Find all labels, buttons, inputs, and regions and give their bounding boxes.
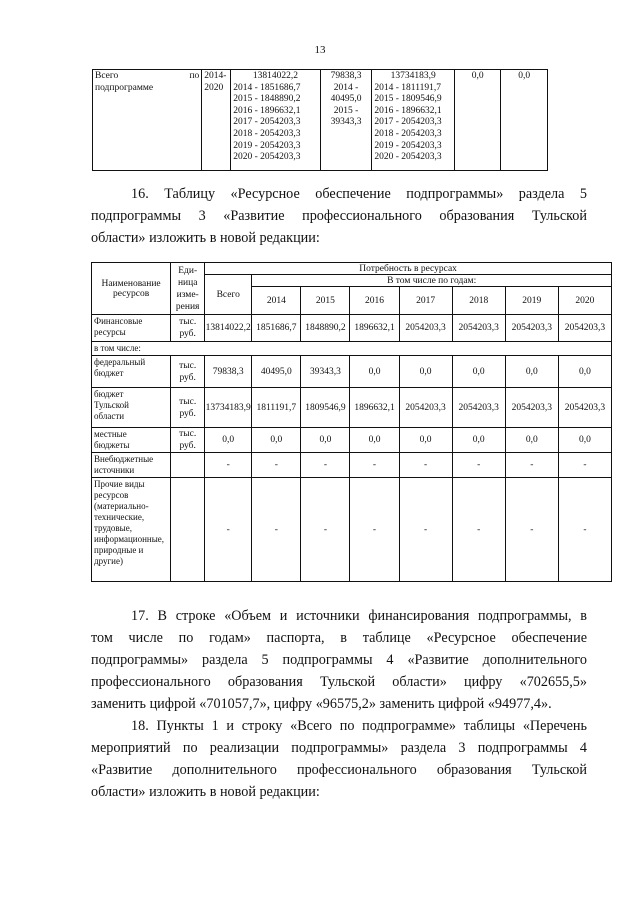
row-unit [171,478,205,582]
row-value: 0,0 [301,428,350,453]
row-name: Прочие виды ресурсов (материально- технические, трудовые, информационные, природные и другие) [92,478,171,582]
table-row [92,315,612,342]
row-name: федеральный бюджет [92,356,171,388]
table-row [92,342,612,356]
row-value: 0,0 [350,428,399,453]
row-value: 0,0 [350,356,399,388]
row-value: 2054203,3 [558,388,611,428]
header-year: 2014 [252,287,301,315]
row-value: - [301,478,350,582]
local-value-cell: 0,0 [454,70,501,171]
regional-values-cell: 13734183,9 2014 - 1811191,7 2015 - 1809546,9 2016 - 1896632,1 2017 - 2054203,3 2018 - 2054203,3 2019 - 2054203,3 2020 - 2054203,3 [372,70,455,171]
row-value: 1896632,1 [350,315,399,342]
row-value: 1811191,7 [252,388,301,428]
row-value: 1809546,9 [301,388,350,428]
paragraph-18: 18. Пункты 1 и строку «Всего по подпрограмме» таблицы «Перечень мероприятий по реализации подпрограммы» раздела 3 подпрограммы 4 «Развитие дополнительного профессионального образования Тульской области» изложить в новой редакции: [91,718,587,800]
row-value: 2054203,3 [505,315,558,342]
row-value: - [399,478,452,582]
row-value: 2054203,3 [452,315,505,342]
total-values-cell: 13814022,2 2014 - 1851686,7 2015 - 1848890,2 2016 - 1896632,1 2017 - 2054203,3 2018 - 2054203,3 2019 - 2054203,3 2020 - 2054203,3 [231,70,320,171]
row-value: 0,0 [252,428,301,453]
row-value: 0,0 [399,356,452,388]
row-value: - [505,478,558,582]
row-total: - [205,478,252,582]
row-value: 1851686,7 [252,315,301,342]
row-value: 2054203,3 [399,388,452,428]
federal-values-cell: 79838,3 2014 - 40495,0 2015 - 39343,3 [320,70,372,171]
table-row [92,453,612,478]
row-value: - [252,453,301,478]
table-row [92,356,612,388]
header-need: Потребность в ресурсах [205,263,612,275]
row-value: - [452,478,505,582]
row-value: - [350,453,399,478]
years-cell: 2014- 2020 [202,70,231,171]
header-year: 2019 [505,287,558,315]
row-total: 0,0 [205,428,252,453]
row-unit: тыс. руб. [171,315,205,342]
subprogram-total-table [92,69,548,171]
row-value: - [252,478,301,582]
table-row [92,388,612,428]
row-name: Финансовые ресурсы [92,315,171,342]
total-label-cell: Всего по подпрограмме [93,70,202,171]
row-value: - [452,453,505,478]
header-unit: Еди- ница изме- рения [171,263,205,315]
header-year: 2016 [350,287,399,315]
row-name: в том числе: [92,342,612,356]
page-number: 13 [314,44,326,56]
paragraph-16: 16. Таблицу «Ресурсное обеспечение подпрограммы» раздела 5 подпрограммы 3 «Развитие профессионального образования Тульской области» изложить в новой редакции: [91,186,587,246]
row-value: 1848890,2 [301,315,350,342]
row-unit: тыс. руб. [171,356,205,388]
header-year: 2015 [301,287,350,315]
header-year: 2020 [558,287,611,315]
row-value: - [301,453,350,478]
row-value: 2054203,3 [452,388,505,428]
row-value: - [399,453,452,478]
header-total: Всего [205,275,252,315]
row-value: 0,0 [505,428,558,453]
resource-table [91,262,612,582]
header-year: 2018 [452,287,505,315]
row-value: 1896632,1 [350,388,399,428]
header-year: 2017 [399,287,452,315]
row-value: 0,0 [558,356,611,388]
row-value: - [350,478,399,582]
row-unit: тыс. руб. [171,388,205,428]
row-total: 79838,3 [205,356,252,388]
row-value: - [505,453,558,478]
row-value: 2054203,3 [558,315,611,342]
row-unit: тыс. руб. [171,428,205,453]
row-name: Внебюджетные источники [92,453,171,478]
row-total: 13814022,2 [205,315,252,342]
row-value: 0,0 [452,428,505,453]
row-value: - [558,478,611,582]
row-value: 0,0 [558,428,611,453]
table-row [92,428,612,453]
extra-value-cell: 0,0 [501,70,548,171]
row-value: 2054203,3 [399,315,452,342]
paragraph-17: 17. В строке «Объем и источники финансирования подпрограммы, в том числе по годам» паспорта, в таблице «Ресурсное обеспечение подпрограммы» раздела 5 подпрограммы 4 «Развитие дополнительного профессионального образования Тульской области» цифру «702655,5» заменить цифрой «701057,7», цифру «96575,2» заменить цифрой «94977,4». [91,608,587,712]
table-row [92,478,612,582]
row-value: 0,0 [505,356,558,388]
row-total: - [205,453,252,478]
header-years-label: В том числе по годам: [252,275,612,287]
row-value: 0,0 [452,356,505,388]
row-name: бюджет Тульской области [92,388,171,428]
row-name: местные бюджеты [92,428,171,453]
row-unit [171,453,205,478]
row-total: 13734183,9 [205,388,252,428]
row-value: 0,0 [399,428,452,453]
row-value: 39343,3 [301,356,350,388]
header-name: Наименование ресурсов [92,263,171,315]
row-value: 40495,0 [252,356,301,388]
row-value: - [558,453,611,478]
row-value: 2054203,3 [505,388,558,428]
